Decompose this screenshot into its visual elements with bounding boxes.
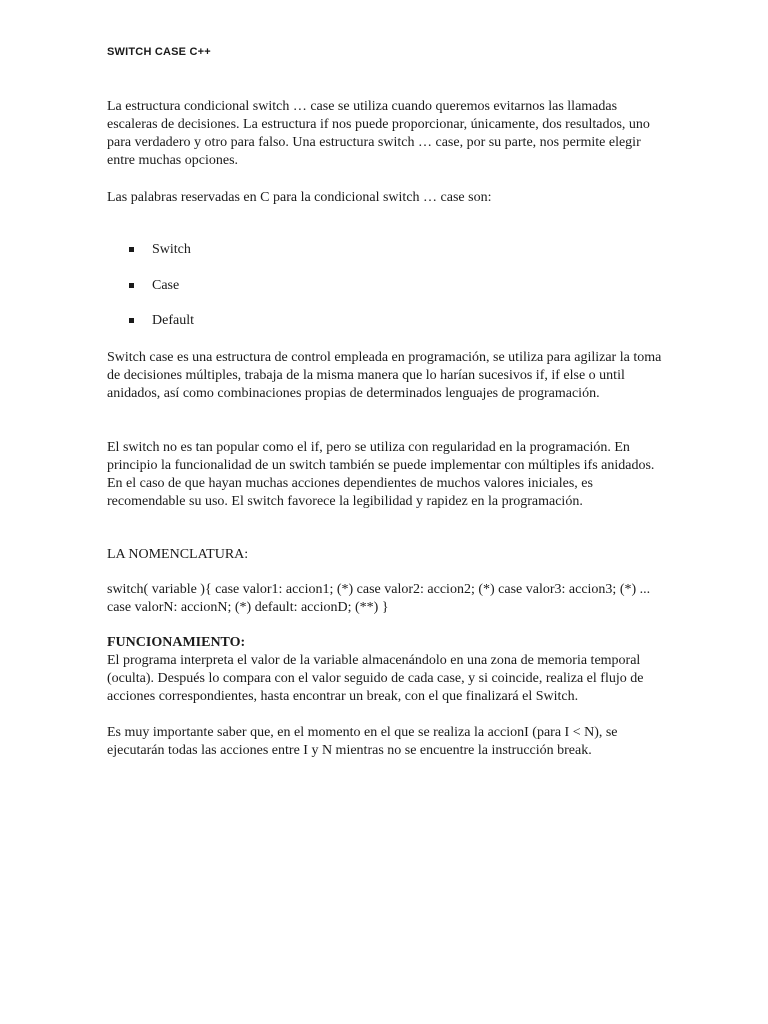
popularity-paragraph: El switch no es tan popular como el if, pero se utiliza con regularidad en la programación. En principio la funcionalidad de un switch también se puede implementar con múltiples ifs anidados. En el caso de que hayan muchas acciones dependientes de muchos valores iniciales, es recomendable su uso. El switch favorece la legibilidad y rapidez en la programación. bbox=[107, 440, 655, 509]
keyword-switch: Switch bbox=[152, 242, 191, 257]
document-title: SWITCH CASE C++ bbox=[107, 46, 211, 58]
nomenclature-label: LA NOMENCLATURA: bbox=[107, 547, 249, 562]
syntax-paragraph: switch( variable ){ case valor1: accion1; (*) case valor2: accion2; (*) case valor3: accion3; (*) ... case valorN: accionN; (*) default: accionD; (**) } bbox=[107, 582, 651, 615]
definition-paragraph: Switch case es una estructura de control empleada en programación, se utiliza para agilizar la toma de decisiones múltiples, trabaja de la misma manera que lo harían sucesivos if, if else o until anidados, así como combinaciones propias de determinados lenguajes de programación. bbox=[107, 350, 662, 401]
operation-paragraph: El programa interpreta el valor de la variable almacenándolo en una zona de memoria temporal (oculta). Después lo compara con el valor seguido de cada case, y si coincide, realiza el flujo de acciones correspondientes, hasta encontrar un break, con el que finalizará el Switch. bbox=[107, 653, 644, 704]
square-bullet-icon bbox=[129, 283, 134, 288]
keyword-default: Default bbox=[152, 313, 194, 328]
intro-paragraph: La estructura condicional switch … case se utiliza cuando queremos evitarnos las llamadas escaleras de decisiones. La estructura if nos puede proporcionar, únicamente, dos resultados, uno para verdadero y otro para falso. Una estructura switch … case, por su parte, nos permite elegir entre muchas opciones. bbox=[107, 99, 650, 168]
square-bullet-icon bbox=[129, 318, 134, 323]
operation-heading: FUNCIONAMIENTO: bbox=[107, 635, 246, 650]
list-item bbox=[107, 312, 407, 330]
list-item bbox=[107, 277, 407, 295]
keywords-list bbox=[107, 241, 407, 348]
list-item bbox=[107, 241, 407, 259]
square-bullet-icon bbox=[129, 247, 134, 252]
keywords-intro-paragraph: Las palabras reservadas en C para la condicional switch … case son: bbox=[107, 190, 492, 205]
keyword-case: Case bbox=[152, 277, 180, 293]
note-paragraph: Es muy importante saber que, en el momento en el que se realiza la accionI (para I < N), se ejecutarán todas las acciones entre I y N mientras no se encuentre la instrucción break. bbox=[107, 725, 618, 758]
